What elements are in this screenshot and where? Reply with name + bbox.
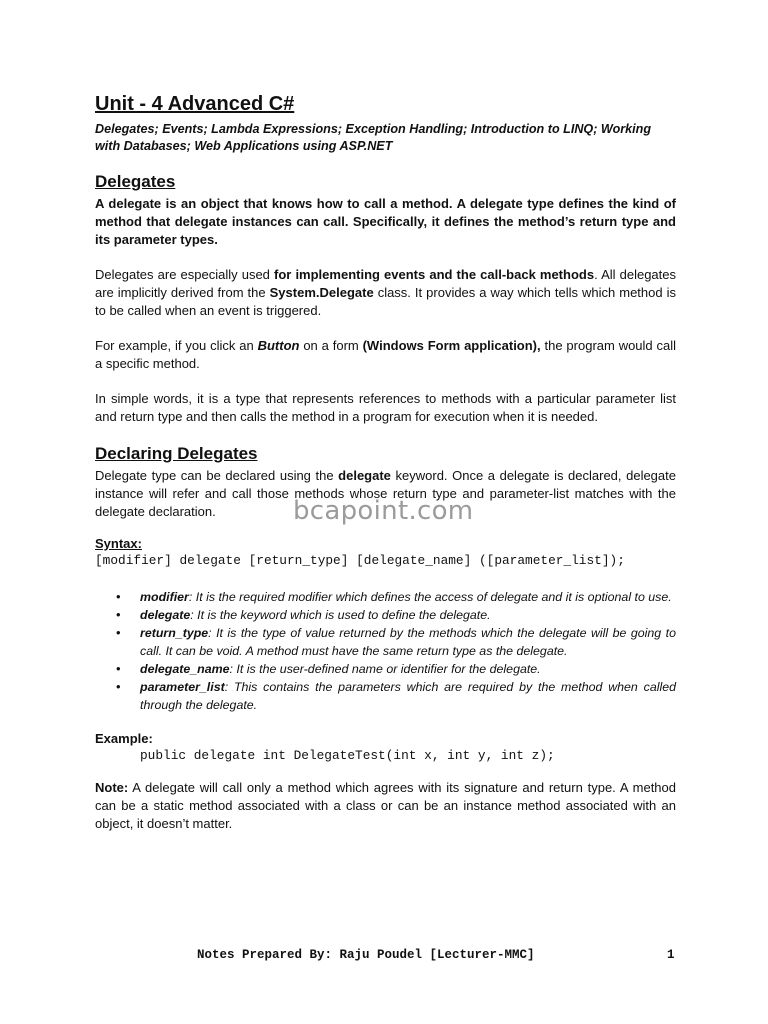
watermark: bcapoint.com: [293, 496, 474, 526]
bullet-desc: : It is the user-defined name or identifier for the delegate.: [229, 662, 541, 676]
syntax-code: [modifier] delegate [return_type] [delegate_name] ([parameter_list]);: [95, 553, 625, 568]
bullet-desc: : It is the keyword which is used to define the delegate.: [190, 608, 491, 622]
bold-text: for implementing events and the call-back methods: [274, 267, 595, 282]
paragraph-example: [95, 337, 676, 373]
bullet-desc: : It is the required modifier which defines the access of delegate and it is optional to use.: [188, 590, 672, 604]
text: class. It provides a way which tells which method is to be called when an event is triggered.: [95, 285, 676, 318]
bold-text: delegate: [338, 468, 391, 483]
text: . All delegates are implicitly derived from the: [95, 267, 676, 300]
document-page: [95, 92, 676, 850]
list-item: [140, 660, 676, 678]
text: the program would call a specific method.: [95, 338, 677, 371]
unit-topics: Delegates; Events; Lambda Expressions; Exception Handling; Introduction to LINQ; Working with Databases; Web Applications using ASP.NET: [95, 122, 652, 153]
example-code: public delegate int DelegateTest(int x, int y, int z);: [140, 748, 555, 763]
section-heading-delegates: Delegates: [95, 172, 176, 191]
section-heading-declaring: Declaring Delegates: [95, 444, 258, 463]
note-paragraph: [95, 779, 676, 833]
syntax-label: Syntax:: [95, 536, 142, 551]
bold-text: (Windows Form application),: [362, 338, 541, 353]
bullet-desc: : It is the type of value returned by the methods which the delegate will be going to call. It can be void. A method must have the same return type as the delegate.: [140, 626, 676, 658]
bullet-term: delegate: [140, 608, 191, 622]
note-label: Note:: [95, 780, 129, 795]
bullet-term: delegate_name: [140, 662, 230, 676]
delegate-definition: A delegate is an object that knows how to call a method. A delegate type defines the kind of method that delegate instances can call. Specifically, it defines the method’s return type and its parameter types.: [95, 196, 676, 247]
list-item: [140, 624, 676, 660]
bullet-term: modifier: [140, 590, 189, 604]
bold-italic-text: Button: [257, 338, 300, 353]
list-item: [140, 678, 676, 714]
text: For example, if you click an: [95, 338, 258, 353]
example-label: Example:: [95, 731, 153, 746]
list-item: [140, 606, 676, 624]
bullet-term: return_type: [140, 626, 209, 640]
bullet-term: parameter_list: [140, 680, 225, 694]
text: on a form: [299, 338, 363, 353]
text: Delegates are especially used: [95, 267, 275, 282]
paragraph-simple-words: In simple words, it is a type that represents references to methods with a particular parameter list and return type and then calls the method in a program for execution when it is needed.: [95, 391, 676, 424]
parameter-list: [95, 588, 676, 714]
unit-title: Unit - 4 Advanced C#: [95, 93, 295, 115]
text: keyword. Once a delegate is declared, delegate instance will refer and call those methods whose return type and parameter-list matches with the delegate declaration.: [95, 468, 676, 519]
list-item: [140, 588, 676, 606]
bold-text: System.Delegate: [269, 285, 374, 300]
page-number: 1: [667, 948, 675, 962]
text: Delegate type can be declared using the: [95, 468, 339, 483]
bullet-desc: : This contains the parameters which are required by the method when called through the delegate.: [140, 680, 676, 712]
note-text: A delegate will call only a method which agrees with its signature and return type. A method can be a static method associated with a class or can be an instance method associated with an object, it doesn’t matter.: [95, 780, 676, 831]
paragraph-usage: [95, 266, 676, 320]
footer-credit: Notes Prepared By: Raju Poudel [Lecturer-MMC]: [197, 948, 535, 962]
